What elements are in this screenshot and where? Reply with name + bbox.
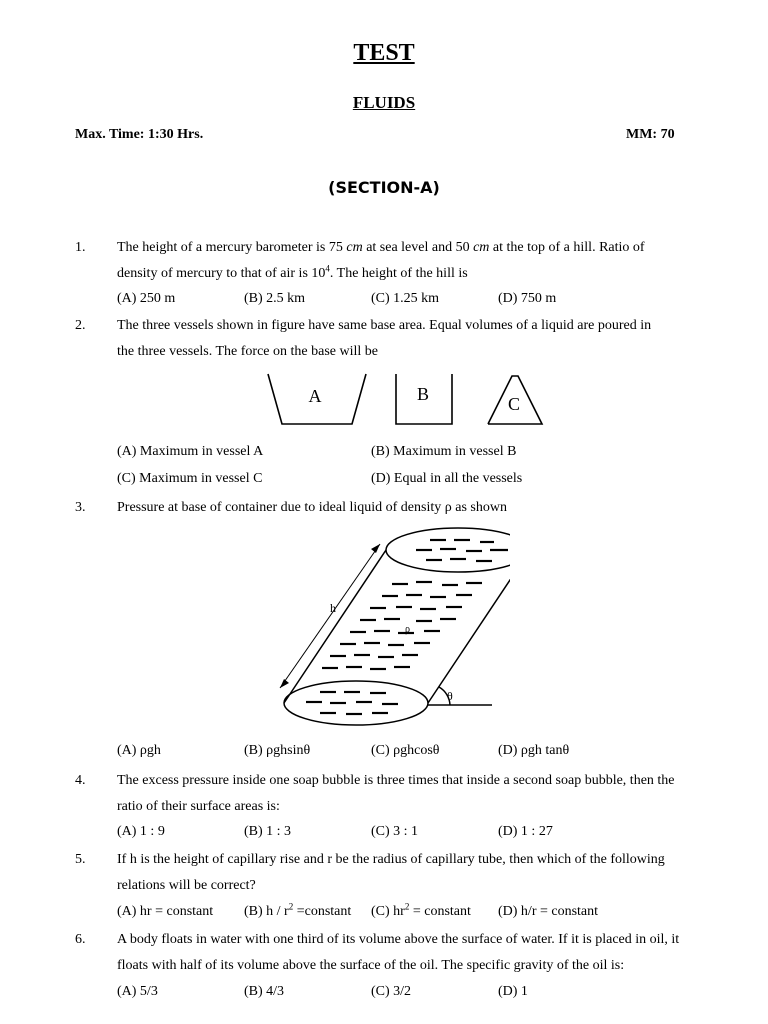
- vessel-b-label: B: [416, 384, 430, 404]
- option-a: (A) hr = constant: [117, 904, 214, 919]
- q1-text-part: . The height of the hill is: [329, 266, 468, 281]
- option-b: (B) 2.5 km: [244, 291, 306, 306]
- vessel-c-label: C: [507, 394, 521, 414]
- inclined-cylinder-figure: [270, 522, 510, 732]
- question-text: [117, 768, 687, 820]
- page-subtitle: FLUIDS: [352, 93, 416, 112]
- q2-line2: the three vessels. The force on the base will be: [117, 344, 378, 359]
- question-number: 6.: [75, 932, 86, 947]
- section-heading: (SECTION-A): [328, 178, 440, 197]
- option-c: [371, 901, 471, 920]
- q1-exponent: 4: [325, 263, 330, 274]
- option-b: (B) Maximum in vessel B: [371, 444, 517, 459]
- option-c-text: (C) hr: [371, 904, 405, 919]
- option-d: (D) 750 m: [498, 291, 557, 306]
- option-a: (A) 250 m: [117, 291, 176, 306]
- question-text: [117, 927, 687, 979]
- q1-unit: cm: [346, 240, 363, 255]
- vessel-a-label: A: [308, 386, 322, 406]
- option-b: [244, 901, 352, 920]
- angle-label: θ: [447, 689, 453, 703]
- q5-line2: relations will be correct?: [117, 878, 256, 893]
- question-text: [117, 235, 687, 287]
- q6-line2: floats with half of its volume above the surface of the oil. The specific gravity of the oil is:: [117, 958, 625, 973]
- option-a: (A) ρgh: [117, 743, 161, 758]
- max-time: Max. Time: 1:30 Hrs.: [75, 127, 204, 142]
- option-c: (C) 1.25 km: [371, 291, 440, 306]
- question-text: Pressure at base of container due to ideal liquid of density ρ as shown: [117, 500, 507, 515]
- vessels-figure: [260, 368, 550, 432]
- option-a: (A) Maximum in vessel A: [117, 444, 264, 459]
- question-number: 2.: [75, 318, 86, 333]
- page-title: TEST: [353, 40, 415, 66]
- max-marks: MM: 70: [626, 127, 675, 142]
- q2-line1: The three vessels shown in figure have same base area. Equal volumes of a liquid are poured in: [117, 318, 652, 333]
- option-b-text: (B) h / r: [244, 904, 289, 919]
- q1-text-part: at the top of a hill. Ratio of: [489, 240, 645, 255]
- option-a: (A) 1 : 9: [117, 824, 165, 839]
- q5-line1: If h is the height of capillary rise and r be the radius of capillary tube, then which of the following: [117, 852, 665, 867]
- option-d: (D) Equal in all the vessels: [371, 471, 523, 486]
- option-c: (C) 3/2: [371, 984, 412, 999]
- option-d: (D) ρgh tanθ: [498, 743, 570, 758]
- q6-line1: A body floats in water with one third of its volume above the surface of water. If it is placed in oil, it: [117, 932, 680, 947]
- question-number: 5.: [75, 852, 86, 867]
- option-b-text: =constant: [293, 904, 352, 919]
- option-c-exponent: 2: [404, 901, 410, 912]
- option-c: (C) 3 : 1: [371, 824, 419, 839]
- q4-line1: The excess pressure inside one soap bubble is three times that inside a second soap bubble, then the: [117, 773, 675, 788]
- option-c-text: = constant: [409, 904, 471, 919]
- question-text: [117, 847, 687, 899]
- option-b: (B) 1 : 3: [244, 824, 292, 839]
- q1-unit: cm: [473, 240, 490, 255]
- option-c: (C) ρghcosθ: [371, 743, 440, 758]
- option-b-exponent: 2: [288, 901, 294, 912]
- question-number: 1.: [75, 240, 86, 255]
- q1-text-part: The height of a mercury barometer is 75: [117, 240, 347, 255]
- option-a: (A) 5/3: [117, 984, 158, 999]
- q1-text-part: density of mercury to that of air is 10: [117, 266, 326, 281]
- option-d: (D) h/r = constant: [498, 904, 599, 919]
- option-b: (B) 4/3: [244, 984, 285, 999]
- option-d: (D) 1 : 27: [498, 824, 553, 839]
- option-b: (B) ρghsinθ: [244, 743, 311, 758]
- option-d: (D) 1: [498, 984, 528, 999]
- option-c: (C) Maximum in vessel C: [117, 471, 263, 486]
- q1-text-part: at sea level and 50: [362, 240, 474, 255]
- height-label: h: [330, 601, 336, 615]
- question-number: 3.: [75, 500, 86, 515]
- q4-line2: ratio of their surface areas is:: [117, 799, 280, 814]
- question-number: 4.: [75, 773, 86, 788]
- density-label: ρ: [405, 624, 410, 635]
- question-text: [117, 313, 687, 365]
